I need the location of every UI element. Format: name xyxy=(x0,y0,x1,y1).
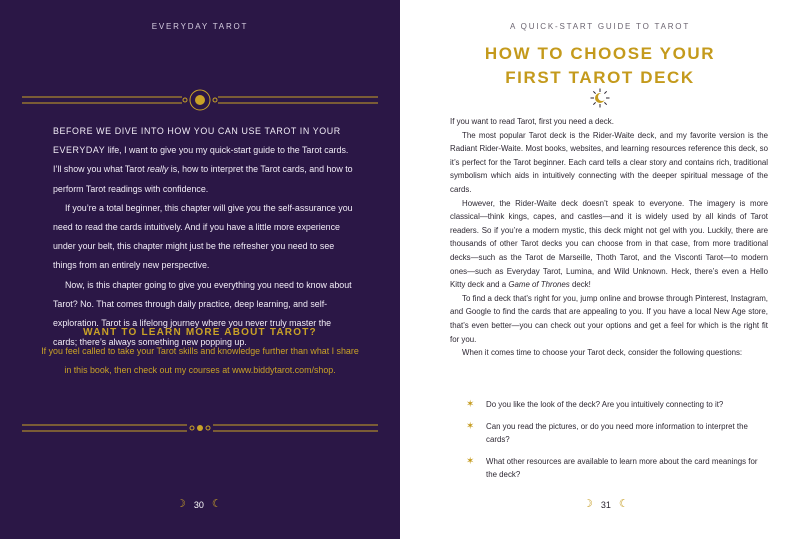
right-paragraph-4: To find a deck that’s right for you, jump online and browse through Pinterest, Instagram, and Google to find the cards that are appealing to you. If you have a local New Age store, that’s even better—you can check out your options and get a feel for which is the right fit for you. xyxy=(450,293,768,344)
right-paragraph-3-end: deck! xyxy=(569,280,591,290)
list-item xyxy=(466,420,766,447)
right-paragraph-3-main: However, the Rider-Waite deck doesn’t speak to everyone. The imagery is more classical—think kings, capes, and castles—and it is widely used by all kinds of Tarot readers. So if you’re a modern mystic, this deck might not gel with you. Luckily, there are thousands of other Tarot decks you can choose from in that case, from more traditional decks—such as the Tarot de Marseille, Thoth Tarot, and the Visconti Tarot—to modern ones—such as Everyday Tarot, Lumina, and Wild Unknown. Heck, there’s even a Hello Kitty deck and a xyxy=(450,198,768,290)
chapter-title xyxy=(400,42,800,90)
right-paragraph-2: The most popular Tarot deck is the Rider-Waite deck, and my favorite version is the Radiant Rider-Waite. Most books, websites, and learning resources reference this deck, so it’s perfect for the Tarot beginner. Each card tells a clear story and contains rich, traditional symbolism which aids in intuitively connecting with the deeper spiritual message of the cards. xyxy=(450,130,768,194)
star-bullet-icon: ✶ xyxy=(466,455,475,467)
crescent-moon-left-icon: ☾ xyxy=(211,498,222,510)
intro-end: is, how to interpret the Tarot cards, and how to perform Tarot readings with confidence. xyxy=(53,164,353,194)
running-head-left: EVERYDAY TAROT xyxy=(151,22,249,31)
ornament-divider-bottom xyxy=(22,418,378,438)
paragraph-2: If you’re a total beginner, this chapter will give you the self-assurance you need to read the cards intuitively. And if you have a little more experience under your belt, this chapter might just be the refresher you need to see things from an entirely new perspective. xyxy=(53,202,353,271)
crescent-moon-right-icon: ☽ xyxy=(583,498,593,510)
promo-title: WANT TO LEARN MORE ABOUT TAROT? xyxy=(83,327,317,338)
intro-paragraph xyxy=(53,122,353,199)
right-paragraph-1: If you want to read Tarot, first you need a deck. xyxy=(450,117,614,126)
chapter-title-line-1: HOW TO CHOOSE YOUR xyxy=(484,44,716,63)
chapter-title-line-2: FIRST TAROT DECK xyxy=(505,68,695,87)
intro-rest: life, I want to give you my quick-start guide to the Tarot cards. I’ll show you what Tarot xyxy=(53,145,349,175)
ornament-divider-top xyxy=(22,86,378,114)
question-text: What other resources are available to learn more about the card meanings for the deck? xyxy=(486,456,758,480)
question-list xyxy=(466,398,766,490)
crescent-moon-right-icon: ☽ xyxy=(176,498,186,510)
intro-emphasis: really xyxy=(147,164,169,175)
folio-left xyxy=(176,499,222,510)
star-bullet-icon: ✶ xyxy=(466,420,475,432)
promo-box xyxy=(40,327,360,380)
paragraph-3: Now, is this chapter going to give you everything you need to know about Tarot? No. That comes through daily practice, deep learning, and self-exploration. Tarot is a lifelong journey where you never truly master the cards; there’s always something new popping up. xyxy=(53,279,352,348)
promo-text: If you feel called to take your Tarot skills and knowledge further than what I share in this book, then check out my courses at www.biddytarot.com/shop. xyxy=(41,346,359,376)
question-text: Do you like the look of the deck? Are you intuitively connecting to it? xyxy=(486,400,724,409)
folio-right xyxy=(583,499,629,510)
list-item xyxy=(466,398,766,412)
sun-moon-icon xyxy=(590,88,610,108)
intro-caps: BEFORE WE DIVE INTO HOW YOU CAN USE TAROT IN YOUR EVERYDAY xyxy=(53,126,341,156)
crescent-moon-left-icon: ☾ xyxy=(618,498,629,510)
question-text: Can you read the pictures, or do you need more information to interpret the cards? xyxy=(486,421,748,445)
right-paragraph-3-emphasis: Game of Thrones xyxy=(508,280,570,290)
star-bullet-icon: ✶ xyxy=(466,399,475,410)
left-body-text xyxy=(53,122,353,352)
running-head-right: A QUICK-START GUIDE TO TAROT xyxy=(509,22,691,31)
list-item xyxy=(466,455,766,482)
page-number-left: 30 xyxy=(193,499,204,510)
right-body-text xyxy=(450,115,768,360)
page-number-right: 31 xyxy=(600,499,611,510)
right-paragraph-3 xyxy=(450,197,768,292)
right-paragraph-5: When it comes time to choose your Tarot deck, consider the following questions: xyxy=(462,348,743,358)
